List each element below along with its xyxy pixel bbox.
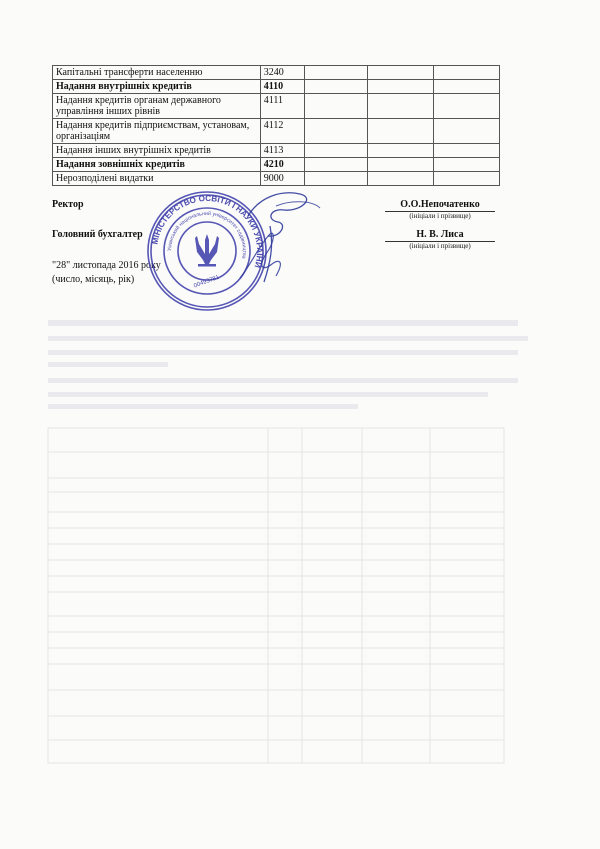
table-row: [53, 144, 500, 158]
trident-emblem: [195, 234, 219, 267]
accountant-caption: (ініціали і прізвище): [409, 242, 471, 250]
accountant-label: Головний бухгалтер: [52, 229, 143, 240]
rector-name: О.О.Непочатенко: [400, 199, 480, 210]
rector-label: Ректор: [52, 199, 84, 210]
row-empty-cell: [305, 66, 368, 80]
table-row: [53, 94, 500, 119]
stamp-inner-textpath: Уманський національний університет садівництва: [166, 210, 248, 260]
row-empty-cell: [367, 94, 434, 119]
row-empty-cell: [305, 80, 368, 94]
row-code-cell: 4112: [260, 119, 305, 144]
row-empty-cell: [367, 80, 434, 94]
date-text: "28" листопада 2016 року: [52, 260, 161, 271]
row-empty-cell: [305, 158, 368, 172]
row-name-cell: Надання кредитів підприємствам, установам, організаціям: [53, 119, 261, 144]
row-empty-cell: [434, 80, 500, 94]
row-empty-cell: [434, 119, 500, 144]
row-name-cell: Капітальні трансферти населенню: [53, 66, 261, 80]
row-empty-cell: [434, 144, 500, 158]
row-name-cell: Надання кредитів органам державного управління інших рівнів: [53, 94, 261, 119]
row-empty-cell: [305, 119, 368, 144]
accountant-name: Н. В. Лиса: [416, 229, 464, 240]
row-empty-cell: [305, 144, 368, 158]
row-name-cell: Надання внутрішніх кредитів: [53, 80, 261, 94]
row-empty-cell: [434, 94, 500, 119]
row-name-cell: Надання зовнішніх кредитів: [53, 158, 261, 172]
row-code-cell: 4210: [260, 158, 305, 172]
row-code-cell: 9000: [260, 172, 305, 186]
table-row: [53, 66, 500, 80]
row-empty-cell: [367, 144, 434, 158]
row-code-cell: 4110: [260, 80, 305, 94]
row-empty-cell: [434, 172, 500, 186]
date-caption: (число, місяць, рік): [52, 274, 135, 285]
row-name-cell: Надання інших внутрішніх кредитів: [53, 144, 261, 158]
stamp-code: 00493781: [193, 274, 221, 290]
row-code-cell: 3240: [260, 66, 305, 80]
expenditure-table: [52, 65, 500, 186]
row-empty-cell: [434, 158, 500, 172]
table-row: [53, 119, 500, 144]
row-empty-cell: [367, 158, 434, 172]
row-empty-cell: [305, 172, 368, 186]
row-empty-cell: [367, 66, 434, 80]
rector-caption: (ініціали і прізвище): [409, 212, 471, 220]
accountant-handwritten-signature: [236, 226, 296, 286]
row-code-cell: 4111: [260, 94, 305, 119]
row-name-cell: Нерозподілені видатки: [53, 172, 261, 186]
row-empty-cell: [367, 172, 434, 186]
row-empty-cell: [305, 94, 368, 119]
row-code-cell: 4113: [260, 144, 305, 158]
row-empty-cell: [367, 119, 434, 144]
stamp-outer-textpath: МІНІСТЕРСТВО ОСВІТИ І НАУКИ УКРАЇНИ: [150, 193, 265, 269]
row-empty-cell: [434, 66, 500, 80]
table-row: [53, 80, 500, 94]
expenditure-table-body: [53, 66, 500, 186]
table-row: [53, 172, 500, 186]
table-row: [53, 158, 500, 172]
